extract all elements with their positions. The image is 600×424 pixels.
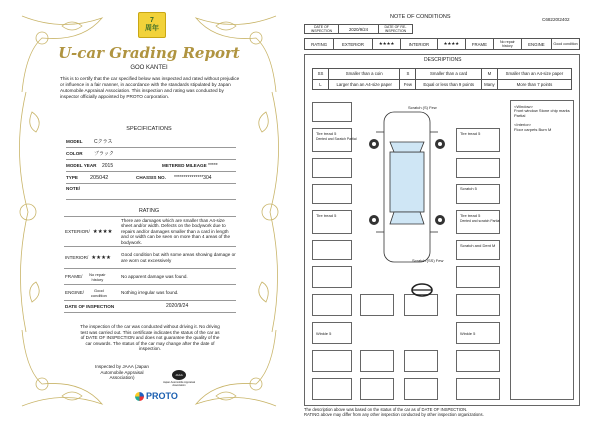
desc-text: More than 7 points: [497, 79, 571, 90]
badge-text: 周年: [145, 25, 159, 32]
desc-text: Larger than an A4-size paper: [329, 79, 400, 90]
jaaa-caption: Japan Automobile Appraisal Association: [162, 381, 195, 387]
desc-code: Many: [481, 79, 497, 90]
spec-label: MODEL YEAR: [66, 163, 97, 168]
interior-cell: INTERIOR: [401, 39, 437, 50]
note-box: [456, 266, 500, 288]
spec-label: TYPE: [66, 175, 78, 180]
note-box: [456, 294, 500, 316]
note-box: [312, 266, 352, 288]
rating-desc: Good condition but with some areas showing damage or are worn out excessively: [121, 251, 236, 263]
note-window-head: <Window>: [514, 104, 533, 109]
sheet-title: NOTE OF CONDITIONS: [390, 14, 451, 20]
sheet-code: C68220t2402: [542, 17, 570, 22]
note-box: [456, 158, 500, 178]
rating-summary-table: [304, 38, 580, 50]
note-tire-left-bottom: Tire tread 5: [316, 213, 337, 218]
descriptions-heading: DESCRIPTIONS: [424, 57, 462, 63]
rating-row-engine: [64, 285, 236, 301]
rating-value: Good condition: [90, 287, 107, 298]
note-interior-text: Floor carpets Burn M: [514, 127, 552, 132]
spec-value: Cクラス: [94, 139, 113, 145]
certificate-title: U-car Grading Report: [58, 44, 240, 62]
note-scratch-right: Scratch 5: [460, 186, 477, 191]
note-box: [456, 350, 500, 372]
specs-table: [66, 136, 236, 200]
spec-row-note: [66, 184, 236, 200]
frame-cell: FRAME: [465, 39, 493, 50]
rating-stars: ★★★★: [92, 228, 113, 235]
sheet-footer-1: The description above was based on the status of the car as of DATE OF INSPECTION.: [304, 407, 468, 412]
grading-certificate: [2, 2, 296, 420]
desc-text: Equal or less than 9 points: [416, 79, 482, 90]
desc-text: Smaller than a coin: [329, 69, 400, 80]
desc-code: S: [400, 69, 416, 80]
note-tire-right-bottom: Tire tread 5: [460, 213, 481, 218]
note-scratch-dent: Scratch and Dent M: [460, 243, 496, 248]
note-box: [312, 184, 352, 204]
note-winkle-right: Winkle 5: [460, 331, 476, 336]
spec-value: 2015: [102, 162, 114, 169]
spec-value: *****: [208, 162, 218, 169]
rating-label: FRAME/: [65, 274, 83, 279]
spec-label: MODEL: [66, 139, 83, 144]
certificate-disclaimer: The inspection of the car was conducted without driving it. No driving test was carried out. This certificate indicates the status of the car as of DATE OF INSPECTION and does not guarantee the quality of the car onwards. The status of the car may change after the date of inspection.: [80, 324, 220, 352]
jaaa-text: JAAA: [175, 373, 183, 377]
spec-value: 205042: [90, 174, 109, 181]
rating-row-exterior: [64, 217, 236, 247]
note-winkle-left: Winkle 5: [316, 331, 332, 336]
spec-label: METERED MILEAGE: [162, 163, 207, 168]
note-box: [456, 378, 500, 400]
note-scratch-few-bottom: Scratch (SS) Few: [412, 258, 444, 263]
desc-row: [313, 69, 572, 80]
window-interior-notes: [510, 100, 574, 400]
note-tire-left-top: Tire tread 5: [316, 131, 337, 136]
spec-label: CHASSIS NO.: [136, 175, 166, 180]
anniversary-badge: [138, 12, 166, 38]
date-value: 2020/9/24: [166, 302, 189, 309]
engine-cell: ENGINE: [521, 39, 551, 50]
note-box: [312, 350, 352, 372]
spec-label: COLOR: [66, 151, 83, 156]
date-label: DATE OF INSPECTION: [65, 304, 115, 309]
spec-value: ***************304: [174, 174, 212, 181]
proto-text: PROTO: [146, 391, 178, 401]
jaaa-logo: [172, 370, 186, 380]
note-box: [312, 102, 352, 122]
rating-label: INTERIOR/: [65, 255, 89, 260]
sheet-footer-2: RATING above may differ from any other inspection conducted by other inspection organizations.: [304, 412, 484, 417]
desc-code: L: [313, 79, 329, 90]
note-of-conditions-sheet: [304, 10, 580, 417]
rating-row-interior: [64, 247, 236, 269]
rating-label: EXTERIOR/: [65, 229, 90, 234]
date-table: [304, 24, 580, 34]
certificate-subtitle: GOO KANTEI: [130, 65, 168, 71]
note-box: [404, 350, 438, 372]
spec-row-year: [66, 160, 236, 172]
exterior-cell: EXTERIOR: [334, 39, 373, 50]
rating-table: [64, 216, 236, 313]
spec-label: NOTE/: [66, 186, 81, 191]
note-tire-right-bottom-sub: Dented and scratch Partial: [460, 219, 500, 223]
note-interior-head: <Interior>: [514, 122, 532, 127]
note-scratch-few-top: Scratch (S) Few: [408, 105, 437, 110]
note-box: [312, 158, 352, 178]
note-window-text: Front window Stone chip marks Partial: [514, 108, 570, 118]
spec-row-type: [66, 172, 236, 184]
steering-wheel-icon: [410, 282, 434, 298]
date-inspection-value: 2020/9/24: [339, 25, 379, 34]
inspection-date-row: [64, 301, 236, 313]
spec-row-model: [66, 136, 236, 148]
proto-icon: [135, 392, 144, 401]
specs-heading: SPECIFICATIONS: [126, 126, 172, 132]
note-box: [312, 294, 352, 316]
spec-value: ブラック: [94, 151, 114, 157]
engine-value: Good condition: [552, 39, 580, 50]
note-box: [312, 378, 352, 400]
inspected-by: Inspected by JAAA (Japan Automobile Appraisal Association): [95, 364, 149, 381]
badge-number: 7: [150, 17, 154, 24]
desc-code: SS: [313, 69, 329, 80]
desc-text: Smaller than an A4-size paper: [497, 69, 571, 80]
proto-logo: [135, 391, 178, 401]
rating-label: ENGINE/: [65, 290, 84, 295]
desc-text: Smaller than a card: [416, 69, 482, 80]
desc-row: [313, 79, 572, 90]
rating-value: No repair history: [89, 271, 106, 282]
desc-code: M: [481, 69, 497, 80]
car-top-view-diagram: [362, 102, 452, 272]
desc-code: Few: [400, 79, 416, 90]
interior-stars: ★★★★: [437, 39, 465, 50]
exterior-stars: ★★★★: [372, 39, 400, 50]
spec-row-color: [66, 148, 236, 160]
rating-desc: There are damages which are smaller than A4-size sheet and/or width. Defects on the bodywork due to repairs and/or damages smaller than a card in length and or width can be seen on more than 4 areas of the bodywork.: [121, 217, 231, 245]
rating-desc: Nothing irregular was found.: [121, 289, 179, 295]
note-tire-right-top: Tire tread 5: [460, 131, 481, 136]
date-reinspection-label: DATE OF RE-INSPECTION: [379, 25, 413, 34]
rating-cell: RATING: [305, 39, 334, 50]
date-inspection-label: DATE OF INSPECTION: [305, 25, 339, 34]
note-box: [360, 378, 394, 400]
note-tire-left-top-sub: Dented and Scratch Partial: [316, 137, 357, 141]
rating-row-frame: [64, 269, 236, 285]
note-box: [360, 350, 394, 372]
rating-stars: ★★★★: [91, 254, 111, 261]
note-box: [360, 294, 394, 316]
note-box: [404, 378, 438, 400]
rating-heading: RATING: [138, 208, 160, 214]
descriptions-key-table: [312, 68, 572, 90]
certificate-intro: This is to certify that the car specified below was inspected and rated without prejudice or influence in a fair manner, in accordance with the standards stipulated by Japan Automobile Appraisal Association. This inspection and rating was conducted by inspector officially appointed by PROTO corporation.: [60, 76, 240, 99]
rating-desc: No apparent damage was found.: [121, 273, 188, 279]
note-box: [312, 240, 352, 260]
frame-value: No repair history: [493, 39, 521, 50]
